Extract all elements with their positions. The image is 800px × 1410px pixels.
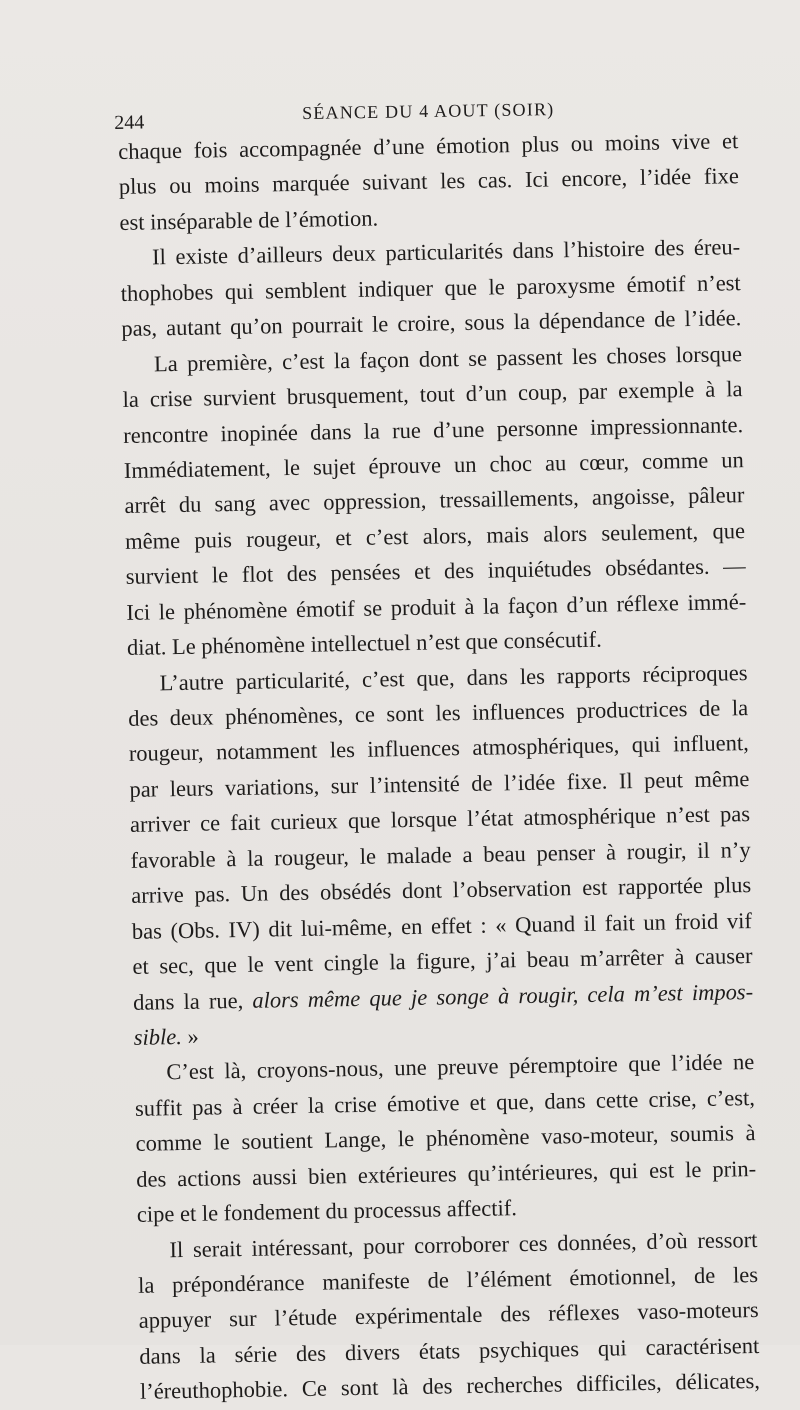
text-line: Il serait intéressant, pour corroborer ces données, d’où ressort	[169, 1226, 758, 1262]
text-line: arriver ce fait curieux que lorsque l’état atmosphérique n’est pas	[129, 801, 751, 838]
italic-quote-end: sible.	[133, 1023, 183, 1050]
text-line: bas (Obs. IV) dit lui-même, en effet : « Quand il fait un froid vif	[131, 907, 753, 944]
text-line: L’autre particularité, c’est que, dans les rapports réciproques	[159, 659, 748, 695]
text-line: Ici le phénomène émotif se produit à la façon d’un réflexe immé-	[126, 588, 747, 625]
page-number: 244	[114, 111, 145, 134]
text-line: par leurs variations, sur l’intensité de l’idée fixe. Il peut même	[129, 765, 750, 802]
text-line: des deux phénomènes, ce sont les influences productrices de la	[127, 695, 749, 731]
text-line: comme le soutient Lange, le phénomène vaso-moteur, soumis à	[135, 1120, 756, 1157]
text-line: la prépondérance manifeste de l’élément émotionnel, de les	[137, 1262, 759, 1298]
text-line: appuyer sur l’étude expérimentale des réflexes vaso-moteurs	[138, 1297, 759, 1334]
text-line: Il existe d’ailleurs deux particularités dans l’histoire des éreu-	[151, 234, 741, 270]
text-line: la crise survient brusquement, tout d’un coup, par exemple à la	[122, 376, 743, 413]
text-line: rencontre inopinée dans la rue d’une personne impressionnante.	[123, 411, 744, 448]
text-line: rougeur, notamment les influences atmosphériques, qui influent,	[128, 730, 749, 767]
text-line: l’éreuthophobie. Ce sont là des recherches difficiles, délicates,	[139, 1368, 761, 1405]
italic-quote: alors même que je songe à rougir, cela m’est impos-	[252, 978, 754, 1013]
text-line: est inséparable de l’émotion.	[119, 205, 379, 235]
text-line: plus ou moins marquée suivant les cas. Ici encore, l’idée fixe	[118, 163, 740, 200]
text-line: cipe et le fondement du processus affectif.	[136, 1195, 518, 1227]
text-segment: dans la rue,	[132, 987, 244, 1015]
text-line: des actions aussi bien extérieures qu’intérieures, qui est le prin-	[136, 1155, 757, 1192]
body-text	[118, 123, 760, 1409]
closing-quote-mark: »	[187, 1023, 199, 1049]
text-line: chaque fois accompagnée d’une émotion plus ou moins vive et	[118, 128, 739, 164]
text-line: survient le flot des pensées et des inquiétudes obsédantes. —	[125, 553, 746, 590]
text-line: thophobes qui semblent indiquer que le paroxysme émotif n’est	[120, 269, 741, 306]
text-line: suffit pas à créer la crise émotive et que, dans cette crise, c’est,	[134, 1084, 756, 1121]
text-line: pas, autant qu’on pourrait le croire, sous la dépendance de l’idée.	[121, 305, 742, 342]
text-line: et sec, que le vent cingle la figure, j’ai beau m’arrêter à causer	[132, 943, 753, 979]
running-title: SÉANCE DU 4 AOUT (SOIR)	[301, 99, 555, 124]
text-line: diat. Le phénomène intellectuel n’est que consécutif.	[126, 626, 602, 661]
text-line: favorable à la rougeur, le malade a beau penser à rougir, il n’y	[130, 836, 751, 873]
text-line: dans la série des divers états psychiques qui caractérisent	[139, 1332, 760, 1369]
text-line: arrêt du sang avec oppression, tressaillements, angoisse, pâleur	[124, 482, 745, 519]
text-line: C’est là, croyons-nous, une preuve péremptoire que l’idée ne	[166, 1049, 755, 1085]
text-line: Immédiatement, le sujet éprouve un choc au cœur, comme un	[123, 447, 744, 483]
text-line: même puis rougeur, et c’est alors, mais alors seulement, que	[124, 517, 746, 554]
text-line: arrive pas. Un des obsédés dont l’observation est rapportée plus	[131, 872, 752, 909]
text-line: La première, c’est la façon dont se passent les choses lorsque	[153, 340, 743, 377]
